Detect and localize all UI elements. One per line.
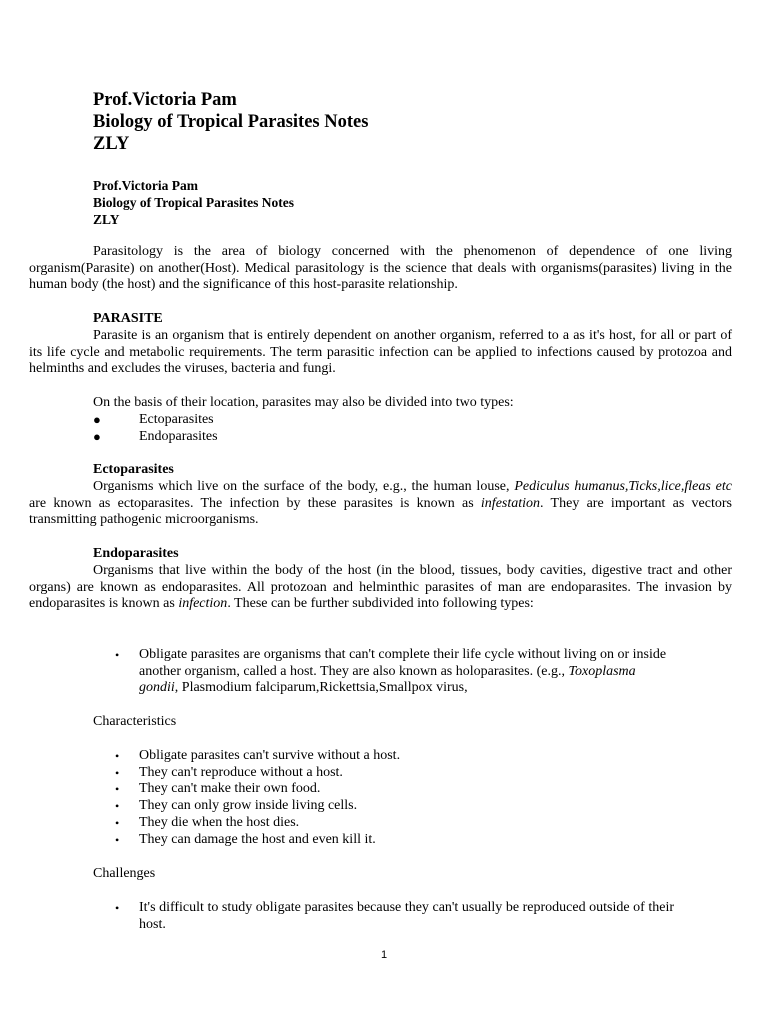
intro-paragraph: Parasitology is the area of biology concerned with the phenomenon of dependence of one living organism(Parasite) on another(Host). Medical parasitology is the science that deals with organisms(parasites) living in the human body (the host) and the significance of this host-parasite relationship.: [29, 244, 732, 293]
endo-heading: Endoparasites: [93, 546, 179, 561]
bullet-icon: •: [115, 799, 120, 814]
bullet-icon: •: [115, 765, 120, 780]
list-item: • Obligate parasites can't survive without a host.: [115, 748, 401, 763]
list-item: • Obligate parasites are organisms that can't complete their life cycle without living on or inside another organism, called a host. They are also known as holoparasites. (e.g., Toxoplasma gondii, Plasmodium falciparum,Rickettsia,Smallpox virus,: [115, 647, 667, 696]
list-item: • It's difficult to study obligate parasites because they can't usually be reproduced outside of their host.: [115, 900, 674, 932]
ecto-heading: Ectoparasites: [93, 462, 174, 477]
parasite-paragraph: Parasite is an organism that is entirely dependent on another organism, referred to a as it's host, for all or part of its life cycle and metabolic requirements. The term parasitic infection can be applied to infections caused by protozoa and helminths and excludes the viruses, bacteria and fungi.: [29, 328, 732, 377]
subtitle-course: Biology of Tropical Parasites Notes: [93, 195, 294, 210]
list-item: • They die when the host dies.: [115, 814, 300, 830]
title-course: Biology of Tropical Parasites Notes: [93, 112, 369, 132]
endo-paragraph: Organisms that live within the body of the host (in the blood, tissues, body cavities, digestive tract and other organs) are known as endoparasites. All protozoan and helminthic parasites of man are endoparasites. The invasion by endoparasites is known as infection. These can be further subdivided into following types:: [29, 563, 732, 612]
list-item: • They can damage the host and even kill it.: [115, 831, 376, 847]
subtitle-block: [93, 177, 294, 228]
location-lead: On the basis of their location, parasites may also be divided into two types:: [93, 395, 514, 410]
bullet-icon: •: [115, 815, 120, 830]
challenges-heading: Challenges: [93, 866, 156, 881]
list-item: ● Endoparasites: [93, 428, 218, 444]
challenges-list: [115, 900, 674, 933]
characteristics-list: [115, 748, 676, 848]
subtitle-code: ZLY: [93, 212, 120, 227]
page-number: 1: [380, 949, 388, 961]
ecto-paragraph: Organisms which live on the surface of the body, e.g., the human louse, Pediculus humanus,Ticks,lice,fleas etc are known as ectoparasites. The infection by these parasites is known as infestation. They are important as vectors transmitting pathogenic microorganisms.: [29, 479, 732, 528]
list-item: ● Ectoparasites: [93, 412, 214, 427]
list-item: • They can't make their own food.: [115, 781, 321, 797]
bullet-icon: •: [115, 832, 120, 847]
location-list: [93, 412, 218, 445]
title-author: Prof.Victoria Pam: [93, 90, 237, 110]
bullet-icon: •: [115, 782, 120, 797]
obligate-list: [115, 647, 676, 697]
characteristics-heading: Characteristics: [93, 714, 177, 729]
title-block: [93, 89, 368, 155]
title-code: ZLY: [93, 134, 130, 154]
bullet-icon: •: [115, 648, 120, 662]
parasite-heading: PARASITE: [93, 311, 163, 326]
bullet-icon: ●: [93, 428, 101, 444]
bullet-icon: •: [115, 901, 120, 915]
list-item: • They can only grow inside living cells.: [115, 798, 358, 814]
subtitle-author: Prof.Victoria Pam: [93, 178, 198, 193]
list-item: • They can't reproduce without a host.: [115, 764, 343, 780]
bullet-icon: •: [115, 749, 120, 763]
bullet-icon: ●: [93, 412, 101, 427]
